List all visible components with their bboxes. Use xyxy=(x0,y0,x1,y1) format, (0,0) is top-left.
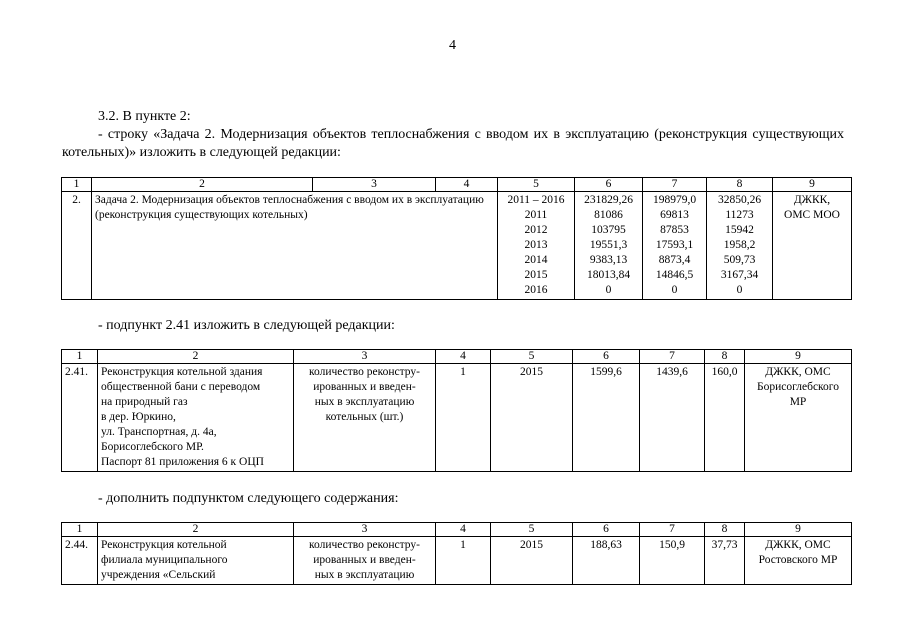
indicator-cell: количество реконстру- ированных и введен- ных в эксплуатацию xyxy=(294,537,436,585)
funding-col8-cell: 32850,26 11273 15942 1958,2 509,73 3167,34 0 xyxy=(707,192,773,300)
funding-col7-cell: 1439,6 xyxy=(640,364,705,472)
paragraph-table3-intro: - дополнить подпунктом следующего содержания: xyxy=(98,491,399,506)
header-cell: 6 xyxy=(573,350,640,364)
funding-total-cell: 231829,26 81086 103795 19551,3 9383,13 18013,84 0 xyxy=(575,192,643,300)
table-subitem-2-44 xyxy=(61,522,852,585)
header-cell: 3 xyxy=(294,350,436,364)
years-cell: 2011 – 2016 2011 2012 2013 2014 2015 2016 xyxy=(498,192,575,300)
header-cell: 3 xyxy=(294,523,436,537)
paragraph-table1-intro: - строку «Задача 2. Модернизация объектов теплоснабжения с вводом их в эксплуатацию (реконструкция существующих котельных)» изложить в следующей редакции: xyxy=(62,127,844,160)
table-header-row xyxy=(62,178,852,192)
row-number: 2.44. xyxy=(62,537,98,585)
header-cell: 6 xyxy=(573,523,640,537)
year-cell: 2015 xyxy=(491,537,573,585)
header-cell: 1 xyxy=(62,523,98,537)
indicator-cell: количество реконстру- ированных и введен- ных в эксплуатацию котельных (шт.) xyxy=(294,364,436,472)
project-name: Реконструкция котельной филиала муниципального учреждения «Сельский xyxy=(98,537,294,585)
header-cell: 6 xyxy=(575,178,643,192)
funding-col7-cell: 150,9 xyxy=(640,537,705,585)
header-cell: 2 xyxy=(98,523,294,537)
header-cell: 4 xyxy=(436,523,491,537)
table-header-row xyxy=(62,350,852,364)
section-title: 3.2. В пункте 2: xyxy=(98,109,191,124)
task-name: Задача 2. Модернизация объектов теплоснабжения с вводом их в эксплуатацию (реконструкция существующих котельных) xyxy=(92,192,498,300)
header-cell: 8 xyxy=(707,178,773,192)
header-cell: 8 xyxy=(705,350,745,364)
executor-cell: ДЖКК, ОМС Борисоглебского МР xyxy=(745,364,852,472)
table-row xyxy=(62,364,852,472)
header-cell: 5 xyxy=(491,350,573,364)
funding-total-cell: 1599,6 xyxy=(573,364,640,472)
table-header-row xyxy=(62,523,852,537)
header-cell: 2 xyxy=(92,178,313,192)
header-cell: 5 xyxy=(498,178,575,192)
table-row xyxy=(62,537,852,585)
header-cell: 1 xyxy=(62,350,98,364)
header-cell: 7 xyxy=(640,523,705,537)
table-subitem-2-41 xyxy=(61,349,852,472)
year-cell: 2015 xyxy=(491,364,573,472)
row-number: 2.41. xyxy=(62,364,98,472)
page-number: 4 xyxy=(449,38,456,53)
executor-cell: ДЖКК, ОМС Ростовского МР xyxy=(745,537,852,585)
header-cell: 7 xyxy=(640,350,705,364)
header-cell: 4 xyxy=(436,178,498,192)
funding-total-cell: 188,63 xyxy=(573,537,640,585)
header-cell: 3 xyxy=(313,178,436,192)
executor-cell: ДЖКК, ОМС МОО xyxy=(773,192,852,300)
project-name: Реконструкция котельной здания общественной бани с переводом на природный газ в дер. Юркино, ул. Транспортная, д. 4а, Борисоглебского МР. Паспорт 81 приложения 6 к ОЦП xyxy=(98,364,294,472)
header-cell: 5 xyxy=(491,523,573,537)
funding-col7-cell: 198979,0 69813 87853 17593,1 8873,4 14846,5 0 xyxy=(643,192,707,300)
header-cell: 9 xyxy=(745,350,852,364)
header-cell: 9 xyxy=(745,523,852,537)
funding-col8-cell: 160,0 xyxy=(705,364,745,472)
quantity-cell: 1 xyxy=(436,364,491,472)
header-cell: 9 xyxy=(773,178,852,192)
header-cell: 4 xyxy=(436,350,491,364)
header-cell: 1 xyxy=(62,178,92,192)
funding-col8-cell: 37,73 xyxy=(705,537,745,585)
header-cell: 2 xyxy=(98,350,294,364)
quantity-cell: 1 xyxy=(436,537,491,585)
table-row xyxy=(62,192,852,300)
row-number: 2. xyxy=(62,192,92,300)
table-task2 xyxy=(61,177,852,300)
header-cell: 8 xyxy=(705,523,745,537)
paragraph-table2-intro: - подпункт 2.41 изложить в следующей редакции: xyxy=(98,318,395,333)
header-cell: 7 xyxy=(643,178,707,192)
